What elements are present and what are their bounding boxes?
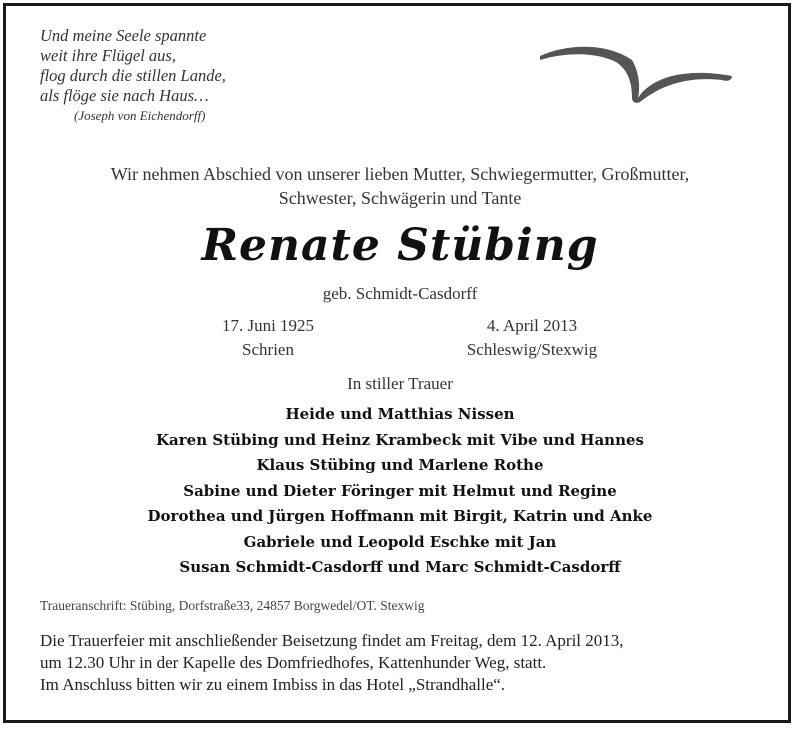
poem-line: weit ihre Flügel aus, xyxy=(40,46,176,65)
intro-line: Wir nehmen Abschied von unserer lieben Mutter, Schwiegermutter, Großmutter, xyxy=(110,164,690,184)
mourner-line: Karen Stübing und Heinz Krambeck mit Vibe und Hannes xyxy=(156,430,644,449)
intro-text xyxy=(0,162,800,210)
maiden-name: geb. Schmidt-Casdorff xyxy=(322,284,478,303)
mourner-line: Susan Schmidt-Casdorff und Marc Schmidt-Casdorff xyxy=(179,558,621,576)
mourner-line: Klaus Stübing und Marlene Rothe xyxy=(256,456,544,474)
poem-line: flog durch die stillen Lande, xyxy=(40,66,226,85)
poem-line: Und meine Seele spannte xyxy=(40,26,207,45)
ceremony-info xyxy=(40,630,770,696)
poem-line: als flöge sie nach Haus… xyxy=(40,86,209,105)
birth-place: Schrien xyxy=(242,340,294,359)
death-place: Schleswig/Stexwig xyxy=(466,340,598,359)
reception-line: Im Anschluss bitten wir zu einem Imbiss in das Hotel „Strandhalle“. xyxy=(40,675,506,694)
mourning-address: Traueranschrift: Stübing, Dorfstraße33, 24857 Borgwedel/OT. Stexwig xyxy=(40,598,425,613)
mourner-line: Gabriele und Leopold Eschke mit Jan xyxy=(243,532,557,551)
bird-shape xyxy=(540,47,732,103)
ceremony-line: Die Trauerfeier mit anschließender Beisetzung findet am Freitag, dem 12. April 2013, xyxy=(40,631,624,650)
birth-date: 17. Juni 1925 xyxy=(221,316,315,335)
death-date: 4. April 2013 xyxy=(486,316,578,335)
death-info xyxy=(432,314,632,362)
mourners-list xyxy=(0,402,800,581)
mourner-line: Heide und Matthias Nissen xyxy=(285,405,515,423)
deceased-name: Renate Stübing xyxy=(201,220,599,271)
poem-author: (Joseph von Eichendorff) xyxy=(74,108,206,123)
mourner-line: Sabine und Dieter Föringer mit Helmut und Regine xyxy=(183,481,617,500)
bird-icon xyxy=(536,38,736,104)
poem xyxy=(40,26,226,126)
mourner-line: Dorothea und Jürgen Hoffmann mit Birgit, Katrin und Anke xyxy=(147,507,653,525)
ceremony-line: um 12.30 Uhr in der Kapelle des Domfriedhofes, Kattenhunder Weg, statt. xyxy=(40,653,547,672)
intro-line: Schwester, Schwägerin und Tante xyxy=(278,188,522,208)
mourning-heading: In stiller Trauer xyxy=(347,374,453,393)
birth-info xyxy=(168,314,368,362)
